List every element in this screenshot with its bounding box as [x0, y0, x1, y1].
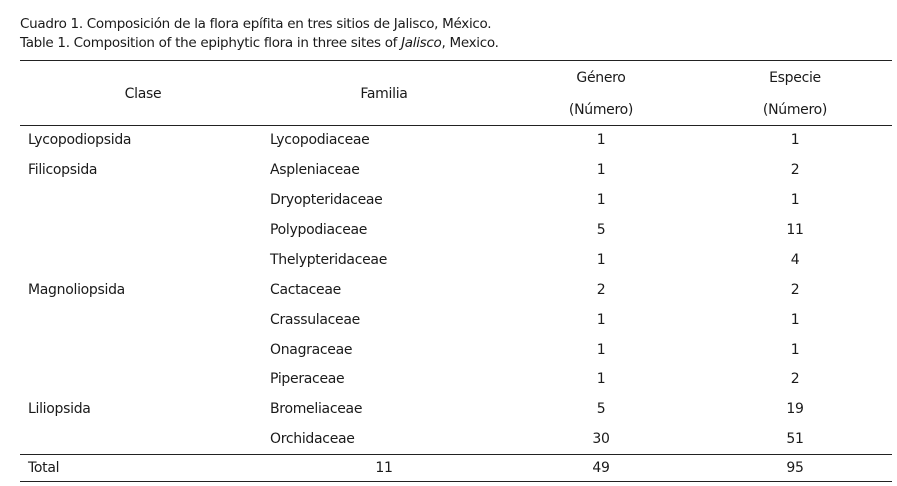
cell-familia: Lycopodiaceae: [270, 132, 370, 148]
cell-familia: Dryopteridaceae: [270, 192, 383, 208]
cell-especie: 1: [790, 192, 800, 208]
header-genero: Género: [576, 70, 626, 86]
header-genero-sub: (Número): [568, 102, 634, 118]
cell-familia: Polypodiaceae: [270, 222, 368, 238]
cell-especie: 1: [790, 132, 800, 148]
cell-genero: 1: [596, 342, 606, 358]
cell-genero: 1: [596, 252, 606, 268]
cell-familia: Piperaceae: [270, 371, 345, 387]
cell-clase: Filicopsida: [28, 162, 98, 178]
cell-especie: 2: [790, 371, 800, 387]
cell-genero: 1: [596, 371, 606, 387]
caption-spanish: Cuadro 1. Composición de la flora epífita en tres sitios de Jalisco, México.: [20, 16, 492, 32]
cell-especie: 1: [790, 342, 800, 358]
table-bottom-rule: [20, 481, 892, 482]
header-especie: Especie: [769, 70, 821, 86]
cell-clase: Liliopsida: [28, 401, 91, 417]
cell-genero: 1: [596, 312, 606, 328]
cell-genero: 1: [596, 162, 606, 178]
cell-especie: 11: [786, 222, 804, 238]
total-label: Total: [28, 460, 60, 476]
cell-genero: 5: [596, 401, 606, 417]
cell-especie: 2: [790, 162, 800, 178]
cell-genero: 2: [596, 282, 606, 298]
cell-familia: Orchidaceae: [270, 431, 355, 447]
cell-familia: Cactaceae: [270, 282, 341, 298]
caption-english-italic: Jalisco: [401, 35, 442, 51]
cell-especie: 1: [790, 312, 800, 328]
cell-familia: Thelypteridaceae: [270, 252, 388, 268]
header-rule: [20, 125, 892, 126]
cell-familia: Aspleniaceae: [270, 162, 360, 178]
total-genero: 49: [592, 460, 610, 476]
cell-familia: Crassulaceae: [270, 312, 360, 328]
total-familia: 11: [375, 460, 393, 476]
cell-genero: 1: [596, 132, 606, 148]
cell-clase: Magnoliopsida: [28, 282, 125, 298]
caption-english-prefix: Table 1. Composition of the epiphytic flora in three sites of: [20, 35, 402, 51]
header-clase: Clase: [124, 86, 162, 102]
header-especie-sub: (Número): [762, 102, 828, 118]
total-especie: 95: [786, 460, 804, 476]
cell-especie: 4: [790, 252, 800, 268]
header-familia: Familia: [360, 86, 408, 102]
total-rule: [20, 454, 892, 455]
table-top-rule: [20, 60, 892, 61]
cell-familia: Onagraceae: [270, 342, 353, 358]
cell-genero: 30: [592, 431, 610, 447]
cell-especie: 51: [786, 431, 804, 447]
cell-especie: 19: [786, 401, 804, 417]
cell-familia: Bromeliaceae: [270, 401, 363, 417]
cell-genero: 1: [596, 192, 606, 208]
caption-english: [20, 34, 499, 52]
cell-genero: 5: [596, 222, 606, 238]
cell-especie: 2: [790, 282, 800, 298]
caption-english-suffix: , Mexico.: [441, 35, 499, 51]
cell-clase: Lycopodiopsida: [28, 132, 132, 148]
